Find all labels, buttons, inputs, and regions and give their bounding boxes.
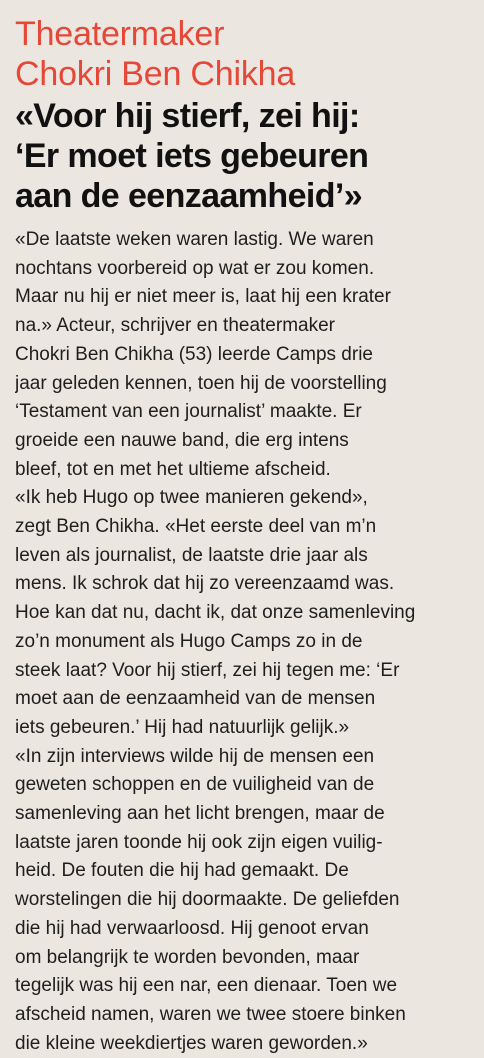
body-line: mens. Ik schrok dat hij zo vereenzaamd was. [15,573,395,595]
body-line: «De laatste weken waren lastig. We waren [15,229,374,250]
body-line: steek laat? Voor hij stierf, zei hij tegen me: ‘Er [15,659,400,681]
body-line: groeide een nauwe band, die erg intens [15,429,349,451]
body-line: Hoe kan dat nu, dacht ik, dat onze samenleving [15,602,416,624]
body-line: om belangrijk te worden bevonden, maar [15,946,360,968]
body-line: leven als journalist, de laatste drie jaar als [15,544,368,566]
body-line: zo’n monument als Hugo Camps zo in de [15,630,363,652]
body-line: tegelijk was hij een nar, een dienaar. Toen we [15,975,398,997]
body-line: «In zijn interviews wilde hij de mensen een [15,745,375,767]
kicker [15,14,474,94]
kicker-line: Chokri Ben Chikha [15,55,296,93]
body-line: bleef, tot en met het ultieme afscheid. [15,458,331,480]
body-line: die kleine weekdiertjes waren geworden.» [15,1032,368,1054]
body-line: samenleving aan het licht brengen, maar de [15,803,385,825]
body-line: jaar geleden kennen, toen hij de voorstelling [15,372,387,394]
body-line: zegt Ben Chikha. «Het eerste deel van m’n [15,516,377,538]
body-line: die hij had verwaarloosd. Hij genoot ervan [15,917,369,939]
article-body [15,226,484,1058]
body-line: afscheid namen, waren we twee stoere binken [15,1003,406,1025]
body-line: «Ik heb Hugo op twee manieren gekend», [15,487,368,509]
body-line: Maar nu hij er niet meer is, laat hij een krater [15,286,391,308]
body-line: geweten schoppen en de vuiligheid van de [15,774,375,796]
body-line: iets gebeuren.’ Hij had natuurlijk gelijk.» [15,716,350,738]
body-line: moet aan de eenzaamheid van de mensen [15,688,376,710]
body-line: laatste jaren toonde hij ook zijn eigen vuilig- [15,831,383,853]
headline-line: aan de eenzaamheid’» [15,177,363,215]
body-line: na.» Acteur, schrijver en theatermaker [15,315,335,337]
body-line: ‘Testament van een journalist’ maakte. Er [15,401,362,423]
body-line: Chokri Ben Chikha (53) leerde Camps drie [15,343,373,365]
headline-line: «Voor hij stierf, zei hij: [15,97,360,135]
body-line: worstelingen die hij doormaakte. De geliefden [15,889,400,911]
body-line: heid. De fouten die hij had gemaakt. De [15,860,349,882]
kicker-line: Theatermaker [15,15,225,53]
headline [15,96,474,216]
headline-line: ‘Er moet iets gebeuren [15,137,369,175]
body-line: nochtans voorbereid op wat er zou komen. [15,257,375,279]
